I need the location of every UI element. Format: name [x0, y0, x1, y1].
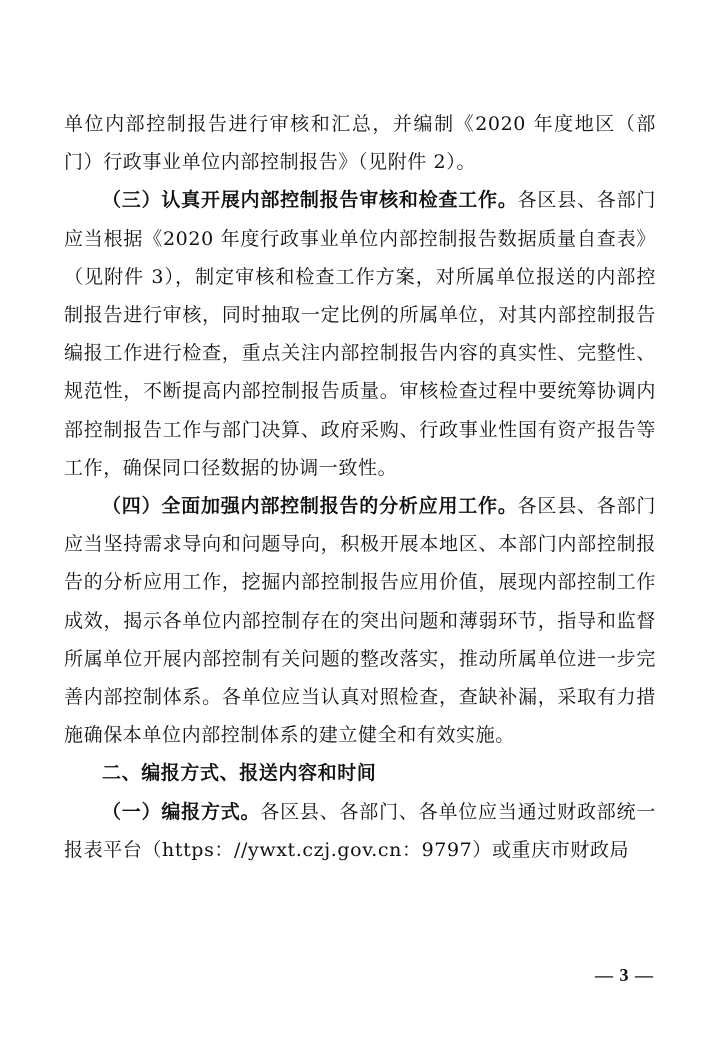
paragraph-text: 各区县、各部门应当根据《2020 年度行政事业单位内部控制报告数据质量自查表》（见附件 3），制定审核和检查工作方案，对所属单位报送的内部控制报告进行审核，同时抽取一定比例的所属单位，对其内部控制报告编报工作进行检查，重点关注内部控制报告内容的真实性、完整性、规范性，不断提高内部控制报告质量。审核检查过程中要统筹协调内部控制报告工作与部门决算、政府采购、行政事业性国有资产报告等工作，确保同口径数据的协调一致性。 — [64, 189, 656, 479]
paragraph-text: 单位内部控制报告进行审核和汇总，并编制《2020 年度地区（部门）行政事业单位内部控制报告》（见附件 2）。 — [64, 113, 656, 174]
paragraph-reporting-method — [64, 793, 656, 869]
paragraph-lead: （三）认真开展内部控制报告审核和检查工作。 — [102, 189, 518, 212]
paragraph-text: 各区县、各部门应当坚持需求导向和问题导向，积极开展本地区、本部门内部控制报告的分析应用工作，挖掘内部控制报告应用价值，展现内部控制工作成效，揭示各单位内部控制存在的突出问题和薄弱环节，指导和监督所属单位开展内部控制有关问题的整改落实，推动所属单位进一步完善内部控制体系。各单位应当认真对照检查，查缺补漏，采取有力措施确保本单位内部控制体系的建立健全和有效实施。 — [64, 495, 656, 747]
paragraph-review-inspection — [64, 181, 656, 487]
paragraph-continuation — [64, 105, 656, 181]
paragraph-lead: （四）全面加强内部控制报告的分析应用工作。 — [102, 495, 518, 518]
document-body — [64, 105, 656, 869]
paragraph-text: 各区县、各部门、各单位应当通过财政部统一报表平台（https：//ywxt.czj.gov.cn：9797）或重庆市财政局 — [64, 800, 656, 861]
page-number: — 3 — — [595, 965, 654, 985]
paragraph-lead: （一）编报方式。 — [102, 800, 261, 823]
paragraph-analysis-application — [64, 487, 656, 754]
section-heading: 二、编报方式、报送内容和时间 — [102, 762, 377, 785]
